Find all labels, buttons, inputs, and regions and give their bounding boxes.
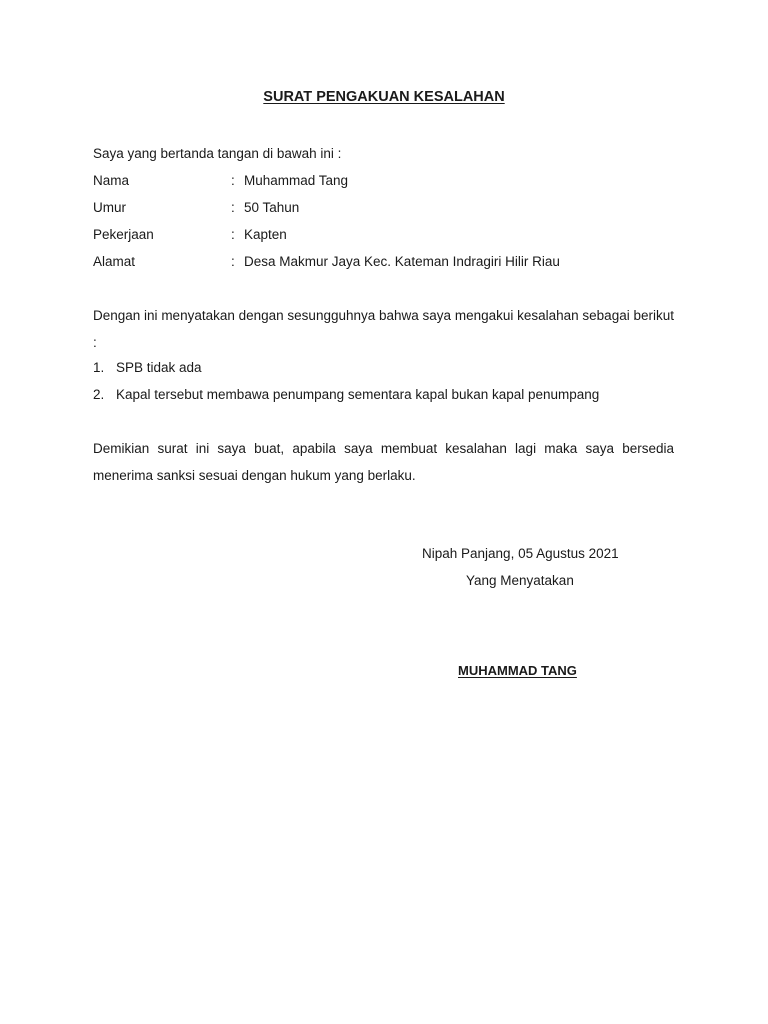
- signature-role: Yang Menyatakan: [466, 573, 574, 588]
- field-label: Umur: [93, 200, 126, 215]
- list-item-text: Kapal tersebut membawa penumpang sementara kapal bukan kapal penumpang: [116, 387, 600, 402]
- list-item-text: SPB tidak ada: [116, 360, 202, 375]
- list-item-number: 1.: [93, 360, 105, 375]
- field-label: Nama: [93, 173, 130, 188]
- letter-title: SURAT PENGAKUAN KESALAHAN: [263, 89, 505, 105]
- field-colon: :: [231, 173, 235, 188]
- list-item-number: 2.: [93, 387, 105, 402]
- signature-place-date: Nipah Panjang, 05 Agustus 2021: [422, 546, 619, 561]
- signatory-name: MUHAMMAD TANG: [458, 663, 577, 678]
- field-value: Kapten: [244, 227, 287, 242]
- field-value: Muhammad Tang: [244, 173, 349, 188]
- field-label: Alamat: [93, 254, 136, 269]
- statement-paragraph: Dengan ini menyatakan dengan sesungguhnya bahwa saya mengakui kesalahan sebagai berikut :: [93, 308, 674, 350]
- field-colon: :: [231, 200, 235, 215]
- intro-text: Saya yang bertanda tangan di bawah ini :: [93, 146, 342, 161]
- field-label: Pekerjaan: [93, 227, 154, 242]
- closing-paragraph: Demikian surat ini saya buat, apabila saya membuat kesalahan lagi maka saya bersedia menerima sanksi sesuai dengan hukum yang berlaku.: [93, 441, 674, 483]
- field-colon: :: [231, 254, 235, 269]
- field-colon: :: [231, 227, 235, 242]
- field-value: Desa Makmur Jaya Kec. Kateman Indragiri Hilir Riau: [244, 254, 560, 269]
- field-value: 50 Tahun: [244, 200, 300, 215]
